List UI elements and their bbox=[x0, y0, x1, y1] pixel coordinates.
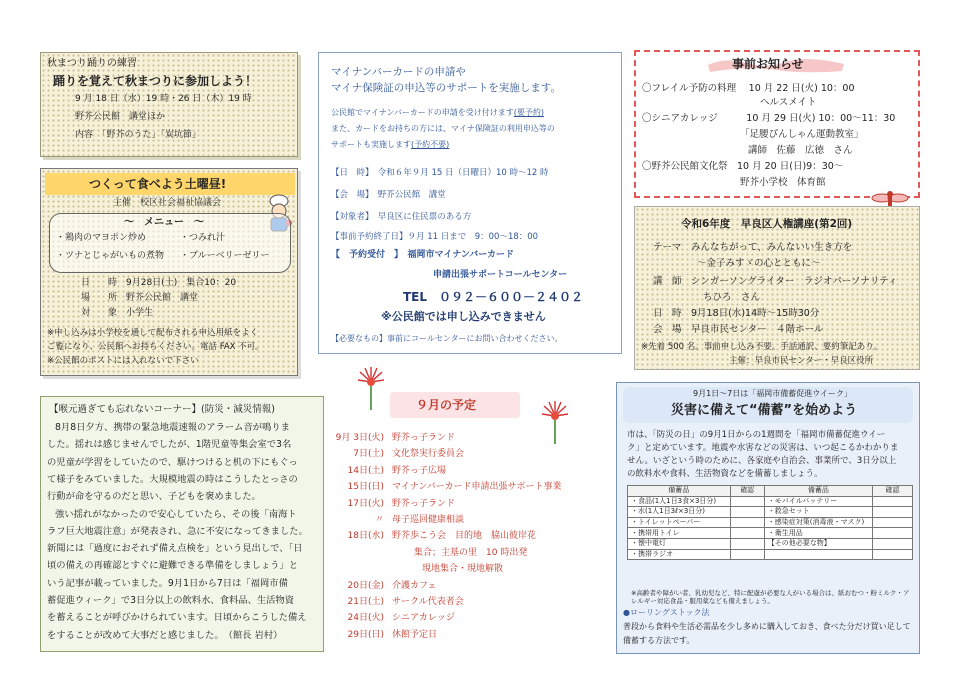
human-rights-venue: 会 場 早良市民センター ４階ホール bbox=[653, 324, 824, 335]
stock-item: ・懐中電灯 bbox=[628, 538, 731, 549]
cooking-date: 日 時 9月28日(土) 集合10：20 bbox=[81, 278, 237, 288]
menu-item: ・鶏肉のマヨポン炒め bbox=[56, 233, 147, 243]
check-cell[interactable] bbox=[873, 528, 913, 539]
stock-item: ・感染症対策(消毒液・マスク) bbox=[764, 517, 872, 528]
reserve-center: 申請出張サポートコールセンター bbox=[433, 270, 568, 280]
disaster-corner-line: て様子をみていました。大規模地震の時はこうしたとっさの bbox=[47, 473, 298, 485]
stockpile-box bbox=[616, 382, 920, 654]
advance-notice-box bbox=[634, 50, 920, 198]
stockpile-checklist-table bbox=[627, 485, 913, 560]
human-rights-subtitle: ～金子みすゞの心とともに～ bbox=[697, 258, 821, 269]
human-rights-date: 日 時 9月18日(水)14時～15時30分 bbox=[653, 308, 820, 319]
reservation-required: (要予約) bbox=[513, 108, 544, 117]
disaster-corner-line: 8月8日夕方、携帯の緊急地震速報のアラーム音が鳴りま bbox=[55, 422, 290, 433]
cooking-target: 対 象 小学生 bbox=[81, 308, 154, 318]
stock-item bbox=[764, 549, 872, 560]
stock-item: ・救急セット bbox=[764, 507, 872, 518]
check-cell[interactable] bbox=[873, 507, 913, 518]
notice-line: 〇シニアカレッジ 10 月 29 日(火) 10：00～11：30 bbox=[642, 113, 896, 124]
disaster-corner-line: した。揺れは感じませんでしたが、1階児童等集会室で3名 bbox=[47, 439, 292, 451]
schedule-event: 文化祭実行委員会 bbox=[392, 449, 465, 460]
schedule-event: 野芥っ子ランド bbox=[392, 433, 456, 443]
human-rights-box bbox=[634, 206, 920, 370]
stockpile-intro: の飲料水や食料、生活物資などを備蓄しましょう。 bbox=[627, 469, 823, 479]
required-items: 【必要なもの】事前にコールセンターにお問い合わせください。 bbox=[331, 334, 563, 343]
disaster-corner-line: 新聞には「過度におそれず備え点検を」という見出しで、「日 bbox=[47, 543, 303, 555]
disaster-corner-line: をすることが改めて大事だと感じました。 （館長 岩村） bbox=[47, 629, 283, 641]
schedule-date: 9月 3日(火) bbox=[335, 433, 384, 443]
schedule-title: ９月の予定 bbox=[416, 398, 477, 412]
menu-title: ～ メニュー ～ bbox=[124, 217, 204, 228]
mynumber-body-2: また、カードをお持ちの方には、マイナ保険証の利用申込等の bbox=[331, 124, 555, 133]
cooking-note-1: ※申し込みは小学校を通して配布される申込用紙をよく bbox=[47, 328, 259, 338]
stock-item: ・携帯用トイレ bbox=[628, 528, 731, 539]
check-cell[interactable] bbox=[730, 507, 764, 518]
menu-item: ・ブルーベリーゼリー bbox=[180, 251, 270, 261]
no-reservation-required: (予約不要) bbox=[411, 140, 450, 149]
mynumber-place: 【会 場】 野芥公民館 講堂 bbox=[331, 190, 446, 200]
rolling-stock-text: 備蓄する方法です。 bbox=[623, 636, 695, 645]
schedule-event: 母子巡回健康相談 bbox=[392, 515, 465, 525]
schedule-event: 休館予定日 bbox=[392, 629, 438, 640]
mynumber-title-1: マイナンバーカードの申請や bbox=[331, 66, 466, 78]
schedule-date: 18日(水) bbox=[347, 531, 384, 542]
table-row bbox=[628, 517, 913, 528]
festival-title: 踊りを覚えて秋まつりに参加しよう！ bbox=[53, 74, 258, 88]
menu-item: ・つみれ汁 bbox=[180, 233, 226, 243]
schedule-title-bar bbox=[390, 392, 520, 418]
schedule-date: 14日(土) bbox=[347, 465, 384, 476]
disaster-corner-line: いう記事が載っていました。9月1日から7日は「福岡市備 bbox=[47, 577, 288, 589]
disaster-corner-line: を蓄えることが呼びかけられています。日頃からこうした備え bbox=[47, 612, 307, 624]
stockpile-intro: ク」と定めています。地震や水害などの災害は、いつ起こるかわかりま bbox=[627, 443, 899, 453]
table-row bbox=[628, 528, 913, 539]
schedule-event: 現地集合・現地解散 bbox=[422, 564, 504, 575]
mynumber-title-2: マイナ保険証の申込等のサポートを実施します。 bbox=[331, 82, 561, 94]
schedule-event: 野芥っ子ランド bbox=[392, 498, 456, 509]
notice-line: 講師 佐藤 広徳 さん bbox=[748, 145, 853, 156]
mynumber-target: 【対象者】 早良区に住民票のある方 bbox=[331, 212, 472, 222]
schedule-date: 7日(土) bbox=[353, 449, 384, 460]
notice-title: 事前お知らせ bbox=[732, 57, 804, 71]
disaster-corner-box bbox=[40, 396, 324, 652]
disaster-corner-title: 【喉元過ぎても忘れないコーナー】(防災・減災情報) bbox=[49, 404, 275, 415]
festival-content: 内容 「野芥のうた」「炭坑節」 bbox=[75, 130, 202, 140]
festival-dates: 9 月 18 日（水）19 時・26 日（木）19 時 bbox=[75, 94, 252, 104]
schedule-date: 24日(火) bbox=[347, 613, 384, 624]
stock-item: 【その他必要な物】 bbox=[764, 538, 872, 549]
no-apply-notice: ※公民館では申し込みできません bbox=[381, 310, 546, 323]
disaster-corner-line: 頃の備えの再確認とすぐに避難できる準備をしましょう」と bbox=[47, 560, 299, 572]
schedule-date: 20日(金) bbox=[347, 580, 384, 591]
schedule-event: 介護カフェ bbox=[392, 580, 437, 591]
mynumber-deadline: 【事前予約終了日】９月 11 日まで 9：00～18：00 bbox=[331, 232, 539, 242]
schedule-event: 野芥歩こう会 目的地 脇山彼岸花 bbox=[392, 531, 537, 542]
schedule-event: シニアカレッジ bbox=[392, 613, 455, 624]
disaster-corner-line: ラフ巨大地震注意」が発表され、急に不安になってきました。 bbox=[47, 525, 308, 537]
festival-place: 野芥公民館 講堂ほか bbox=[75, 112, 166, 122]
disaster-corner-line: 行動が命を守るのだと思い、子どもを褒めました。 bbox=[47, 491, 261, 503]
menu-panel bbox=[49, 213, 291, 273]
cooking-organizer: 主催 校区社会福祉協議会 bbox=[113, 198, 222, 208]
notice-line: 〇野芥公民館文化祭 10 月 20 日(日)9：30～ bbox=[642, 161, 844, 172]
cooking-note-3: ※公民館のポストには入れないで下さい bbox=[47, 356, 199, 366]
schedule-date: 〃 bbox=[374, 515, 384, 525]
stock-item: ・食品(1人1日3食×3日分) bbox=[628, 496, 731, 507]
mynumber-body-3: サポートも実施します(予約不要) bbox=[331, 140, 450, 149]
notice-line: 野芥小学校 体育館 bbox=[740, 177, 826, 188]
notice-line: 「足腰ぴんしゃん運動教室」 bbox=[740, 129, 864, 140]
schedule-date: 21日(土) bbox=[347, 597, 384, 607]
stockpile-intro: せん。いざという時のために、各家庭や自治会、事業所で、3日分以上 bbox=[627, 456, 897, 466]
human-rights-organizer: 主催：早良市民センター・早良区役所 bbox=[729, 356, 874, 366]
disaster-corner-line: 蓄促進ウィーク」で3日分以上の飲料水、食料品、生活物資 bbox=[47, 595, 295, 606]
red-spider-lily-icon bbox=[540, 400, 570, 444]
table-header-item: 備蓄品 bbox=[628, 486, 731, 497]
table-row bbox=[628, 496, 913, 507]
festival-box bbox=[40, 52, 298, 157]
human-rights-lecturer: 講 師 シンガーソングライター ラジオパーソナリティ bbox=[653, 276, 898, 287]
check-cell[interactable] bbox=[873, 496, 913, 507]
red-spider-lily-icon bbox=[356, 366, 386, 410]
rolling-stock-title: ●ローリングストック法 bbox=[623, 608, 710, 617]
stockpile-footnote: ※高齢者や障がい者、乳幼児など、特に配慮が必要な人がいる場合は、紙おむつ・粉ミルク・アレルギー対応食品・服用薬なども備えましょう。 bbox=[631, 589, 910, 606]
table-header-check: 確認 bbox=[730, 486, 764, 497]
cooking-title: つくって食べよう土曜昼! bbox=[89, 177, 227, 191]
schedule-date: 17日(火) bbox=[347, 498, 384, 509]
stock-item: ・衛生用品 bbox=[764, 528, 872, 539]
schedule-event: サークル代表者会 bbox=[392, 597, 464, 607]
stock-item: ・モバイルバッテリー bbox=[764, 496, 872, 507]
check-cell[interactable] bbox=[873, 549, 913, 560]
stock-item: ・水(1人1日3ℓ×3日分) bbox=[628, 507, 731, 518]
stockpile-intro: 市は、「防災の日」の9月1日からの1週間を「福岡市備蓄促進ウイー bbox=[627, 430, 886, 440]
table-header-check: 確認 bbox=[873, 486, 913, 497]
table-row bbox=[628, 549, 913, 560]
schedule-date: 15日(日) bbox=[347, 482, 384, 493]
check-cell[interactable] bbox=[730, 528, 764, 539]
schedule-event: マイナンバーカード申請出張サポート事業 bbox=[392, 482, 562, 493]
human-rights-note: ※先着 500 名。事前申し込み不要。手話通訳、要約筆記あり。 bbox=[641, 342, 883, 352]
rolling-stock-text: 普段から食料や生活必需品を少し多めに購入しておき、食べた分だけ買い足して bbox=[623, 622, 911, 631]
notice-line: ヘルスメイト bbox=[760, 97, 817, 108]
stockpile-header bbox=[623, 387, 913, 423]
notice-line: 〇フレイル予防の料理 10 月 22 日(火) 10：00 bbox=[642, 83, 855, 94]
schedule-event: 集合；主基の里 10 時出発 bbox=[414, 547, 528, 558]
human-rights-title: 令和6年度 早良区人権講座(第2回) bbox=[681, 218, 853, 230]
cooking-note-2: ご覧になり、公民館へお持ちください。電話 FAX 不可。 bbox=[47, 342, 264, 352]
human-rights-theme: テーマ みんなちがって、みんないい生き方を bbox=[653, 242, 853, 253]
disaster-corner-line: の児童が学習をしていたので、駆けつけると机の下にもぐっ bbox=[47, 456, 298, 468]
schedule-event: 野芥っ子広場 bbox=[392, 465, 447, 476]
stockpile-title: 災害に備えて“備蓄”を始めよう bbox=[671, 403, 858, 418]
stockpile-subtitle: 9月1日～7日は「福岡市備蓄促進ウイーク」 bbox=[693, 389, 853, 398]
disaster-corner-line: 強い揺れがなかったので安心していたら、その後「南海ト bbox=[55, 508, 297, 520]
menu-item: ・ツナとじゃがいもの煮物 bbox=[56, 251, 165, 261]
table-row bbox=[628, 538, 913, 549]
stock-item: ・トイレットペーパー bbox=[628, 517, 731, 528]
reserve-label: 【 予約受付 】 福岡市マイナンバーカード bbox=[331, 250, 515, 260]
mynumber-date: 【日 時】 令和６年９月 15 日（日曜日）10 時～12 時 bbox=[331, 168, 549, 178]
stock-item: ・携帯ラジオ bbox=[628, 549, 731, 560]
check-cell[interactable] bbox=[730, 549, 764, 560]
cooking-place: 場 所 野芥公民館 講堂 bbox=[81, 293, 199, 303]
mynumber-body-1: 公民館でマイナンバーカードの申請を受け付けます(要予約) bbox=[331, 108, 544, 117]
cooking-title-bar bbox=[45, 173, 295, 195]
check-cell[interactable] bbox=[730, 538, 764, 549]
festival-heading: 秋まつり踊りの練習 bbox=[47, 58, 137, 69]
check-cell[interactable] bbox=[730, 517, 764, 528]
cooking-box bbox=[40, 168, 298, 376]
human-rights-lecturer-name: ちひろ さん bbox=[703, 292, 761, 303]
schedule-date: 29日(日) bbox=[347, 629, 384, 640]
check-cell[interactable] bbox=[730, 496, 764, 507]
mynumber-box bbox=[318, 52, 622, 354]
check-cell[interactable] bbox=[873, 517, 913, 528]
table-header-item: 備蓄品 bbox=[764, 486, 872, 497]
check-cell[interactable] bbox=[873, 538, 913, 549]
table-row bbox=[628, 507, 913, 518]
call-center-phone[interactable]: TEL ０９２－６００－２４０２ bbox=[403, 290, 584, 304]
